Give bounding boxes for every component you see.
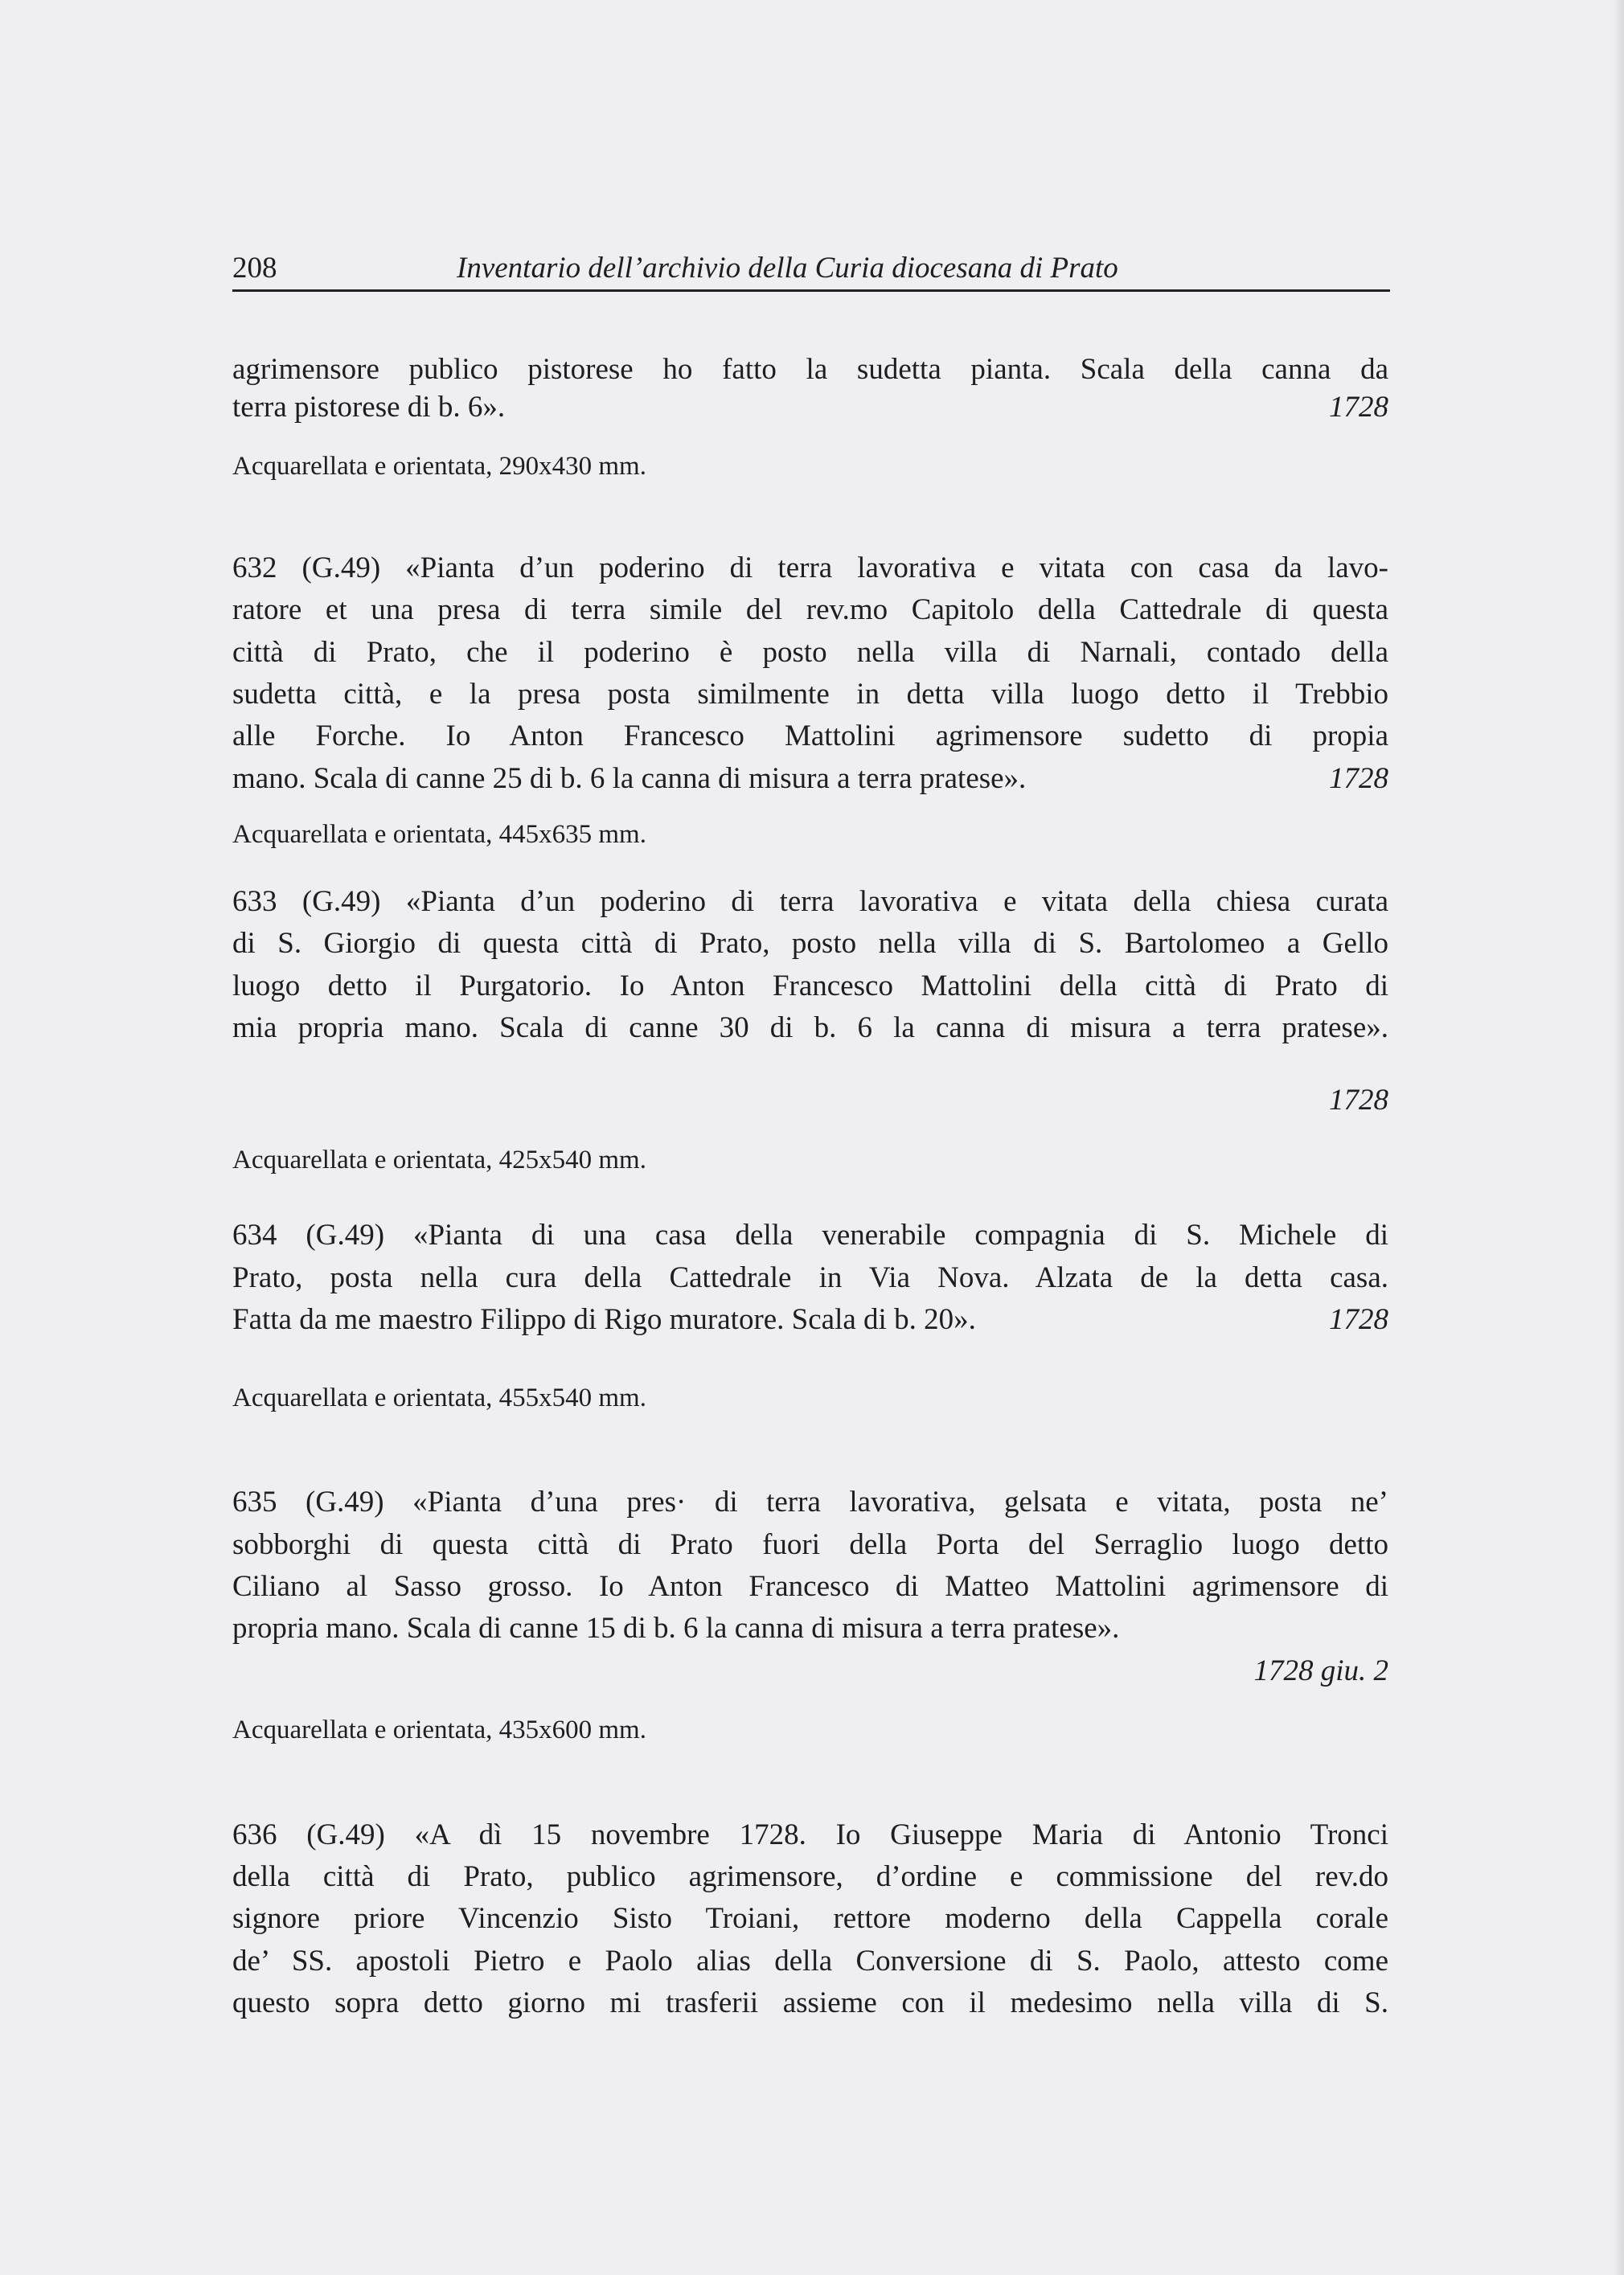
entry-text-line: propria mano. Scala di canne 15 di b. 6 la canna di misura a terra pratese». [232,1612,1120,1645]
running-header-title: Inventario dell’archivio della Curia diocesana di Prato [457,252,1118,285]
entry-text-line: 636 (G.49) «A dì 15 novembre 1728. Io Giuseppe Maria di Antonio Tronci [232,1818,1388,1851]
entry-date: 1728 giu. 2 [1253,1654,1388,1687]
entry-date: 1728 [1329,1303,1388,1336]
header-rule [232,289,1390,292]
entry-text-line: della città di Prato, publico agrimensore, d’ordine e commissione del rev.do [232,1860,1388,1893]
entry-date: 1728 [1329,1084,1388,1117]
entry-text-line: Ciliano al Sasso grosso. Io Anton Francesco di Matteo Mattolini agrimensore di [232,1570,1388,1603]
entry-text-line: città di Prato, che il poderino è posto nella villa di Narnali, contado della [232,636,1388,669]
entry-text-line: agrimensore publico pistorese ho fatto la sudetta pianta. Scala della canna da [232,353,1388,386]
entry-text-line: alle Forche. Io Anton Francesco Mattolini agrimensore sudetto di propia [232,719,1388,752]
entry-text-line: ratore et una presa di terra simile del rev.mo Capitolo della Cattedrale di questa [232,593,1388,626]
entry-text-line: 632 (G.49) «Pianta d’un poderino di terra lavorativa e vitata con casa da lavo- [232,551,1388,584]
entry-text-line: 635 (G.49) «Pianta d’una pres· di terra lavorativa, gelsata e vitata, posta ne’ [232,1486,1388,1519]
entry-text-line: di S. Giorgio di questa città di Prato, posto nella villa di S. Bartolomeo a Gello [232,927,1388,960]
entry-description: Acquarellata e orientata, 435x600 mm. [232,1715,646,1744]
entry-text-line: 634 (G.49) «Pianta di una casa della venerabile compagnia di S. Michele di [232,1219,1388,1252]
entry-text-line: sobborghi di questa città di Prato fuori della Porta del Serraglio luogo detto [232,1528,1388,1561]
entry-description: Acquarellata e orientata, 455x540 mm. [232,1383,646,1412]
page-number: 208 [232,252,277,285]
entry-text-line: signore priore Vincenzio Sisto Troiani, rettore moderno della Cappella corale [232,1902,1388,1935]
entry-text-line: luogo detto il Purgatorio. Io Anton Francesco Mattolini della città di Prato di [232,969,1388,1002]
entry-text-line: mano. Scala di canne 25 di b. 6 la canna di misura a terra pratese». [232,762,1027,795]
entry-text-line: terra pistorese di b. 6». [232,391,506,424]
entry-date: 1728 [1329,391,1388,424]
entry-text-line: Fatta da me maestro Filippo di Rigo muratore. Scala di b. 20». [232,1303,976,1336]
entry-text-line: mia propria mano. Scala di canne 30 di b. 6 la canna di misura a terra pratese». [232,1011,1388,1044]
entry-date: 1728 [1329,762,1388,795]
entry-text-line: Prato, posta nella cura della Cattedrale in Via Nova. Alzata de la detta casa. [232,1261,1388,1294]
page-edge-shadow [1613,0,1624,2275]
entry-description: Acquarellata e orientata, 445x635 mm. [232,820,646,849]
entry-text-line: questo sopra detto giorno mi trasferii assieme con il medesimo nella villa di S. [232,1986,1388,2019]
entry-text-line: 633 (G.49) «Pianta d’un poderino di terra lavorativa e vitata della chiesa curata [232,885,1388,918]
entry-text-line: sudetta città, e la presa posta similmente in detta villa luogo detto il Trebbio [232,678,1388,711]
entry-text-line: de’ SS. apostoli Pietro e Paolo alias della Conversione di S. Paolo, attesto come [232,1945,1388,1978]
entry-description: Acquarellata e orientata, 425x540 mm. [232,1146,646,1174]
entry-description: Acquarellata e orientata, 290x430 mm. [232,452,646,481]
